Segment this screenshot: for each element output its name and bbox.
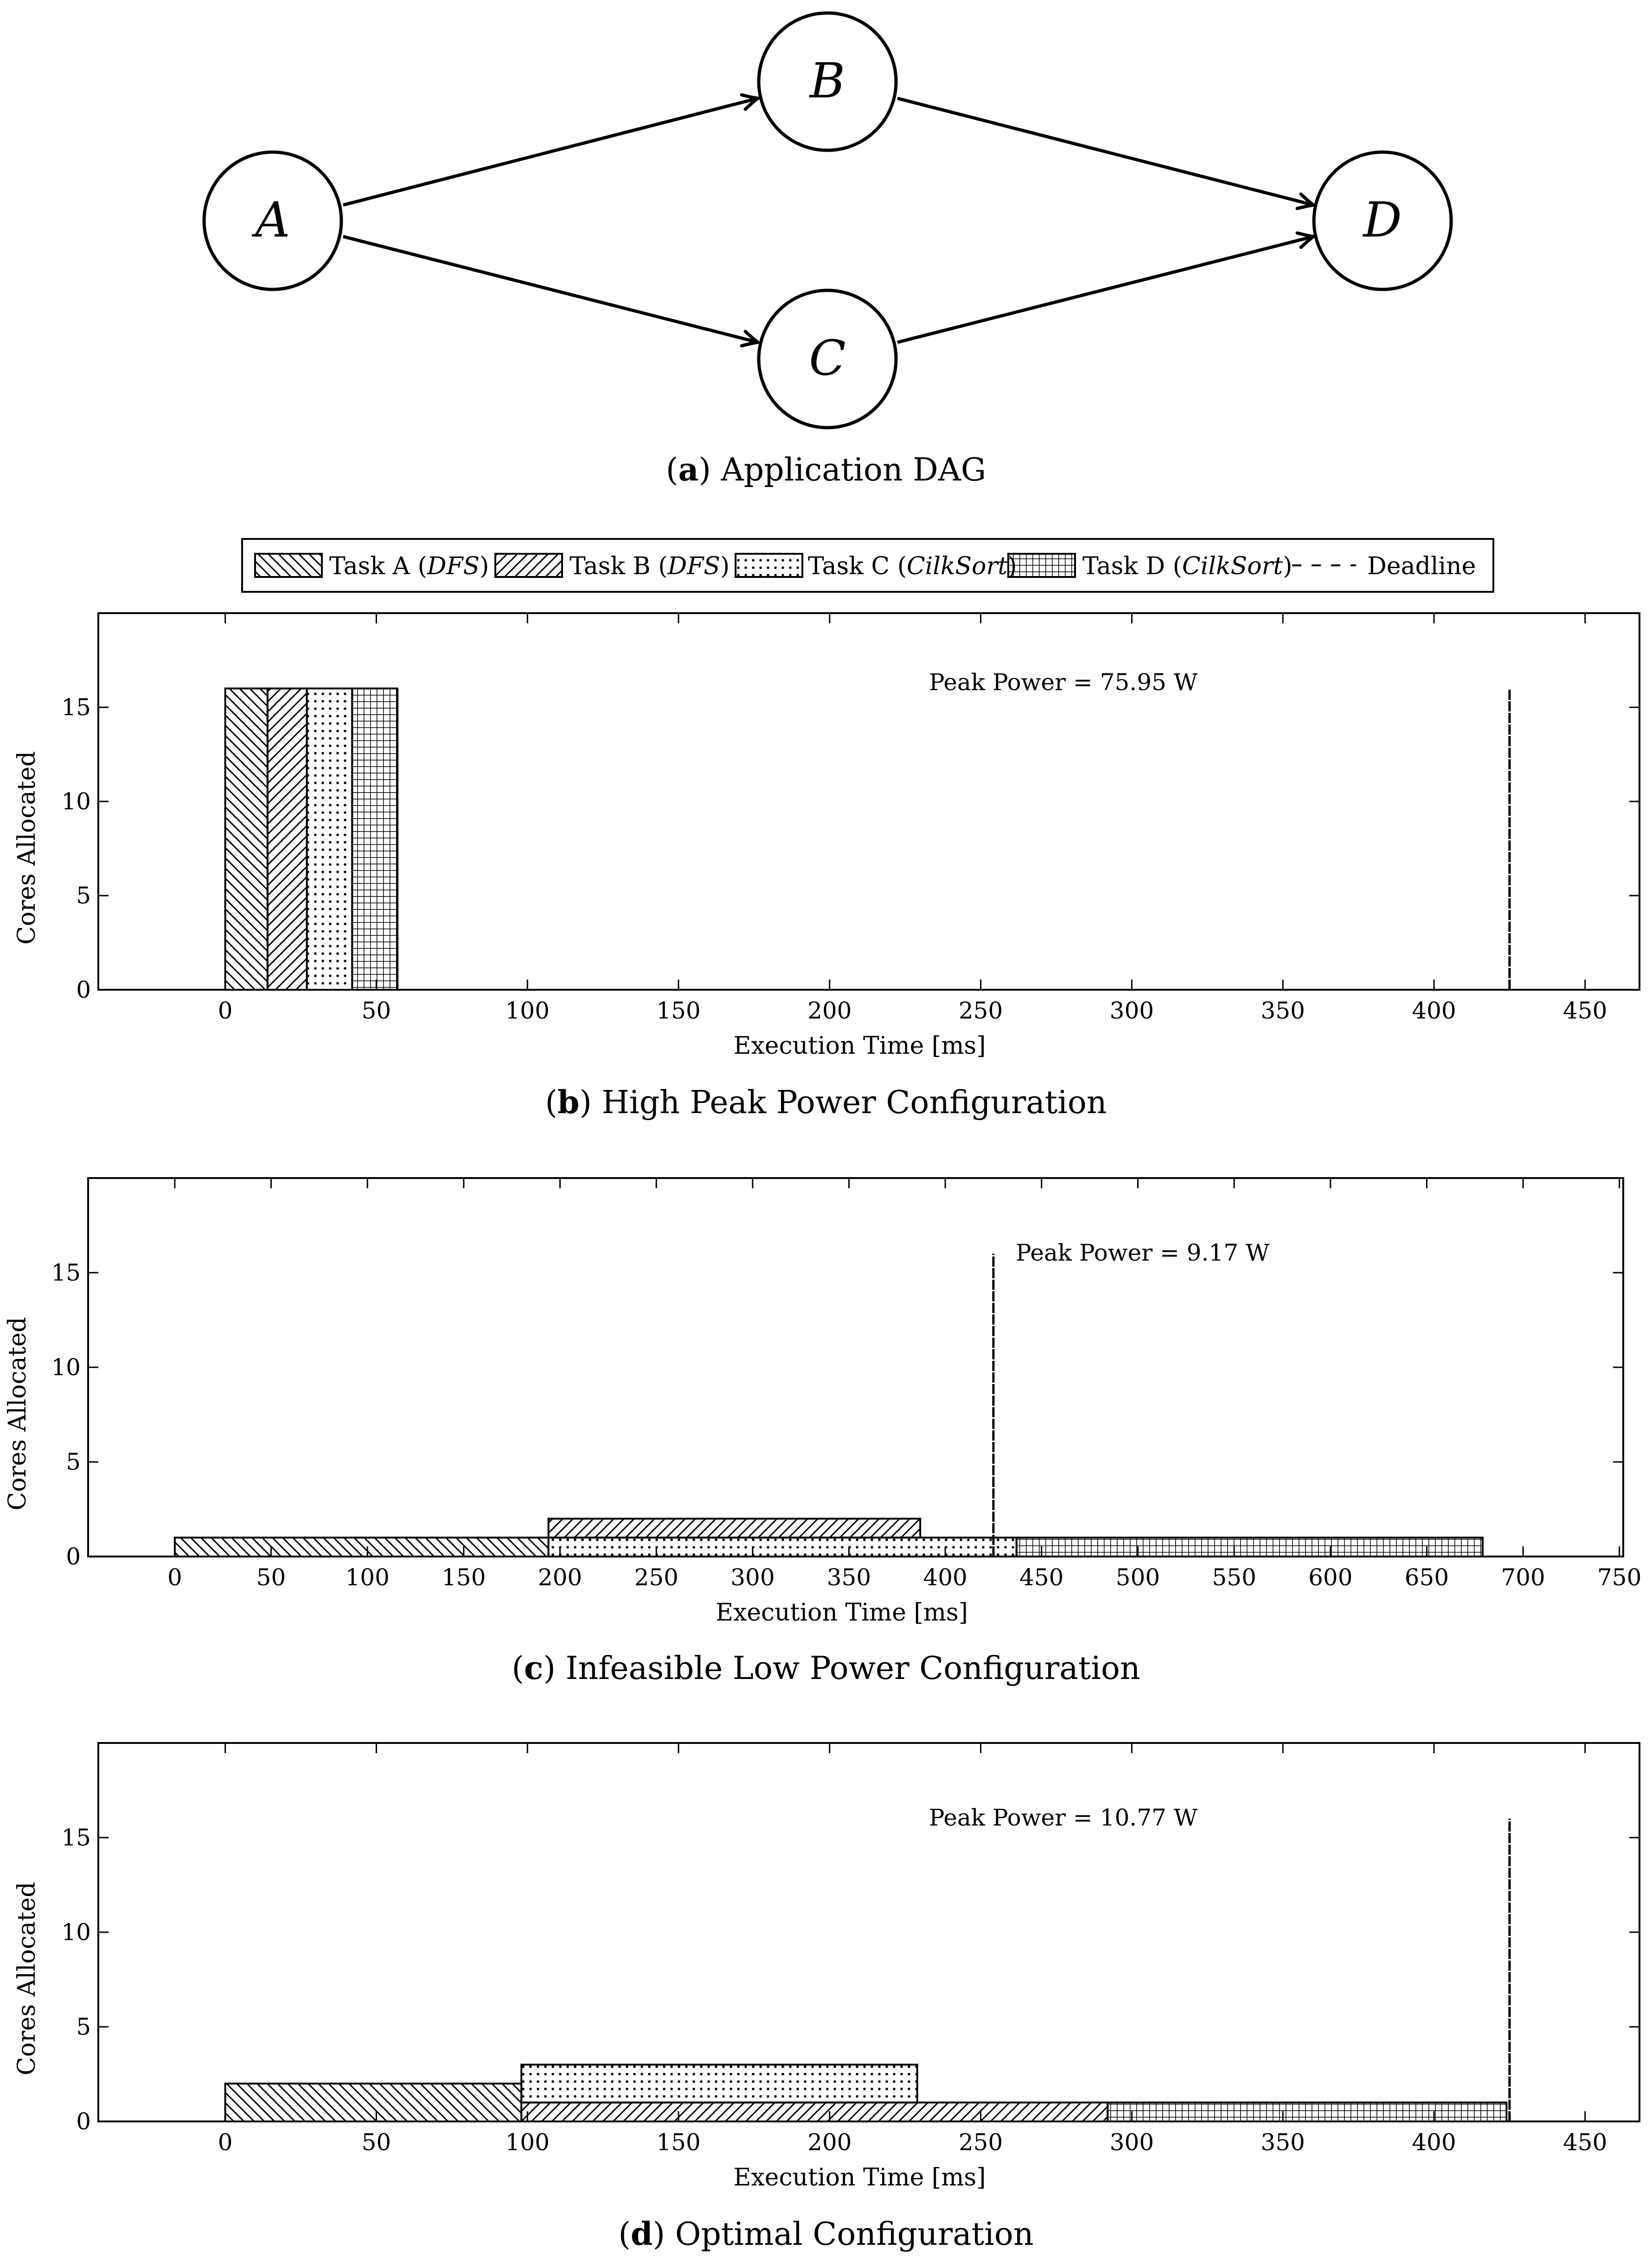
legend-item-task-c	[736, 552, 1017, 580]
y-tick-label: 10	[51, 1354, 81, 1381]
x-tick-label: 350	[826, 1564, 871, 1591]
x-tick-label: 0	[218, 997, 233, 1024]
legend-swatch-task-b	[495, 554, 562, 577]
x-axis-label: Execution Time [ms]	[733, 1032, 986, 1060]
bar-task-c	[521, 2065, 917, 2103]
y-tick-label: 0	[66, 1543, 81, 1570]
bar-task-b	[268, 688, 307, 990]
x-tick-label: 500	[1115, 1564, 1160, 1591]
bar-task-a	[175, 1538, 549, 1557]
legend-swatch-task-c	[736, 554, 802, 577]
y-tick-label: 15	[61, 694, 91, 721]
legend-label-task-a: Task A (DFS)	[329, 552, 489, 580]
x-tick-label: 100	[505, 2129, 550, 2156]
edge-a-b	[343, 98, 758, 205]
x-tick-label: 150	[442, 1564, 486, 1591]
legend-label-task-b: Task B (DFS)	[570, 552, 730, 580]
x-tick-label: 200	[807, 997, 852, 1024]
bar-task-c	[549, 1538, 1017, 1557]
bar-task-a	[225, 688, 268, 990]
bar-task-d	[1108, 2102, 1506, 2121]
y-tick-label: 10	[61, 1919, 91, 1946]
y-axis-label: Cores Allocated	[13, 751, 41, 945]
chart-high-peak-power	[13, 613, 1639, 1121]
x-tick-label: 150	[656, 997, 701, 1024]
y-axis-label: Cores Allocated	[13, 1882, 41, 2076]
x-tick-label: 450	[1562, 997, 1607, 1024]
y-tick-label: 10	[61, 788, 91, 815]
x-tick-label: 50	[361, 997, 391, 1024]
x-tick-label: 0	[167, 1564, 182, 1591]
caption-a: (a) Application DAG	[666, 451, 986, 488]
bar-task-b	[549, 1518, 921, 1538]
node-b-label: B	[809, 52, 845, 109]
peak-power-annotation: Peak Power = 10.77 W	[929, 1804, 1198, 1831]
y-tick-label: 0	[76, 976, 91, 1003]
edge-b-d	[897, 98, 1313, 205]
x-axis-label: Execution Time [ms]	[715, 1599, 968, 1627]
x-tick-label: 100	[505, 997, 550, 1024]
bar-task-d	[352, 688, 397, 990]
y-tick-label: 5	[76, 882, 91, 909]
x-tick-label: 550	[1212, 1564, 1256, 1591]
x-tick-label: 300	[730, 1564, 775, 1591]
x-tick-label: 750	[1597, 1564, 1642, 1591]
bar-task-d	[1017, 1538, 1483, 1557]
x-tick-label: 50	[361, 2129, 391, 2156]
x-tick-label: 150	[656, 2129, 701, 2156]
x-tick-label: 400	[1412, 997, 1456, 1024]
peak-power-annotation: Peak Power = 75.95 W	[929, 669, 1198, 696]
legend-item-task-b	[495, 552, 730, 580]
legend-item-task-a	[255, 552, 489, 580]
edge-a-c	[343, 237, 758, 342]
legend-label-task-c: Task C (CilkSort	[808, 552, 1008, 580]
chart-caption: (c) Infeasible Low Power Configuration	[512, 1650, 1140, 1687]
legend-label-task-d: Task D (CilkSort)	[1082, 552, 1293, 580]
y-tick-label: 5	[76, 2013, 91, 2040]
x-tick-label: 100	[345, 1564, 390, 1591]
x-tick-label: 450	[1562, 2129, 1607, 2156]
x-tick-label: 600	[1308, 1564, 1353, 1591]
bar-task-a	[225, 2083, 522, 2121]
node-d-label: D	[1363, 192, 1402, 248]
x-tick-label: 0	[218, 2129, 233, 2156]
x-tick-label: 400	[923, 1564, 967, 1591]
x-tick-label: 300	[1109, 997, 1154, 1024]
x-tick-label: 700	[1501, 1564, 1545, 1591]
x-axis-label: Execution Time [ms]	[733, 2164, 986, 2191]
chart-caption: (d) Optimal Configuration	[618, 2216, 1034, 2253]
legend-swatch-task-a	[255, 554, 322, 577]
edge-c-d	[897, 237, 1313, 342]
bar-task-c	[307, 688, 352, 990]
x-tick-label: 50	[256, 1564, 286, 1591]
legend	[242, 539, 1493, 592]
x-tick-label: 650	[1404, 1564, 1449, 1591]
legend-item-task-d	[1008, 552, 1292, 580]
x-tick-label: 300	[1109, 2129, 1154, 2156]
application-dag	[204, 13, 1451, 488]
x-tick-label: 350	[1261, 2129, 1305, 2156]
peak-power-annotation: Peak Power = 9.17 W	[1016, 1239, 1270, 1266]
chart-caption: (b) High Peak Power Configuration	[545, 1084, 1107, 1121]
x-tick-label: 250	[958, 997, 1003, 1024]
bar-task-b	[521, 2102, 1108, 2121]
x-tick-label: 250	[634, 1564, 679, 1591]
legend-swatch-task-d	[1008, 554, 1075, 577]
y-tick-label: 0	[76, 2108, 91, 2135]
x-tick-label: 350	[1261, 997, 1305, 1024]
node-a-label: A	[255, 192, 290, 248]
y-tick-label: 15	[51, 1259, 81, 1286]
x-tick-label: 250	[958, 2129, 1003, 2156]
node-c-label: C	[809, 330, 846, 386]
chart-infeasible-low-power	[4, 1178, 1641, 1687]
chart-optimal	[13, 1743, 1639, 2253]
legend-label-deadline: Deadline	[1367, 552, 1476, 580]
x-tick-label: 450	[1019, 1564, 1064, 1591]
y-axis-label: Cores Allocated	[4, 1317, 32, 1511]
y-tick-label: 15	[61, 1824, 91, 1851]
x-tick-label: 400	[1412, 2129, 1456, 2156]
x-tick-label: 200	[807, 2129, 852, 2156]
plot-frame	[88, 1178, 1623, 1557]
y-tick-label: 5	[66, 1448, 81, 1475]
x-tick-label: 200	[538, 1564, 583, 1591]
